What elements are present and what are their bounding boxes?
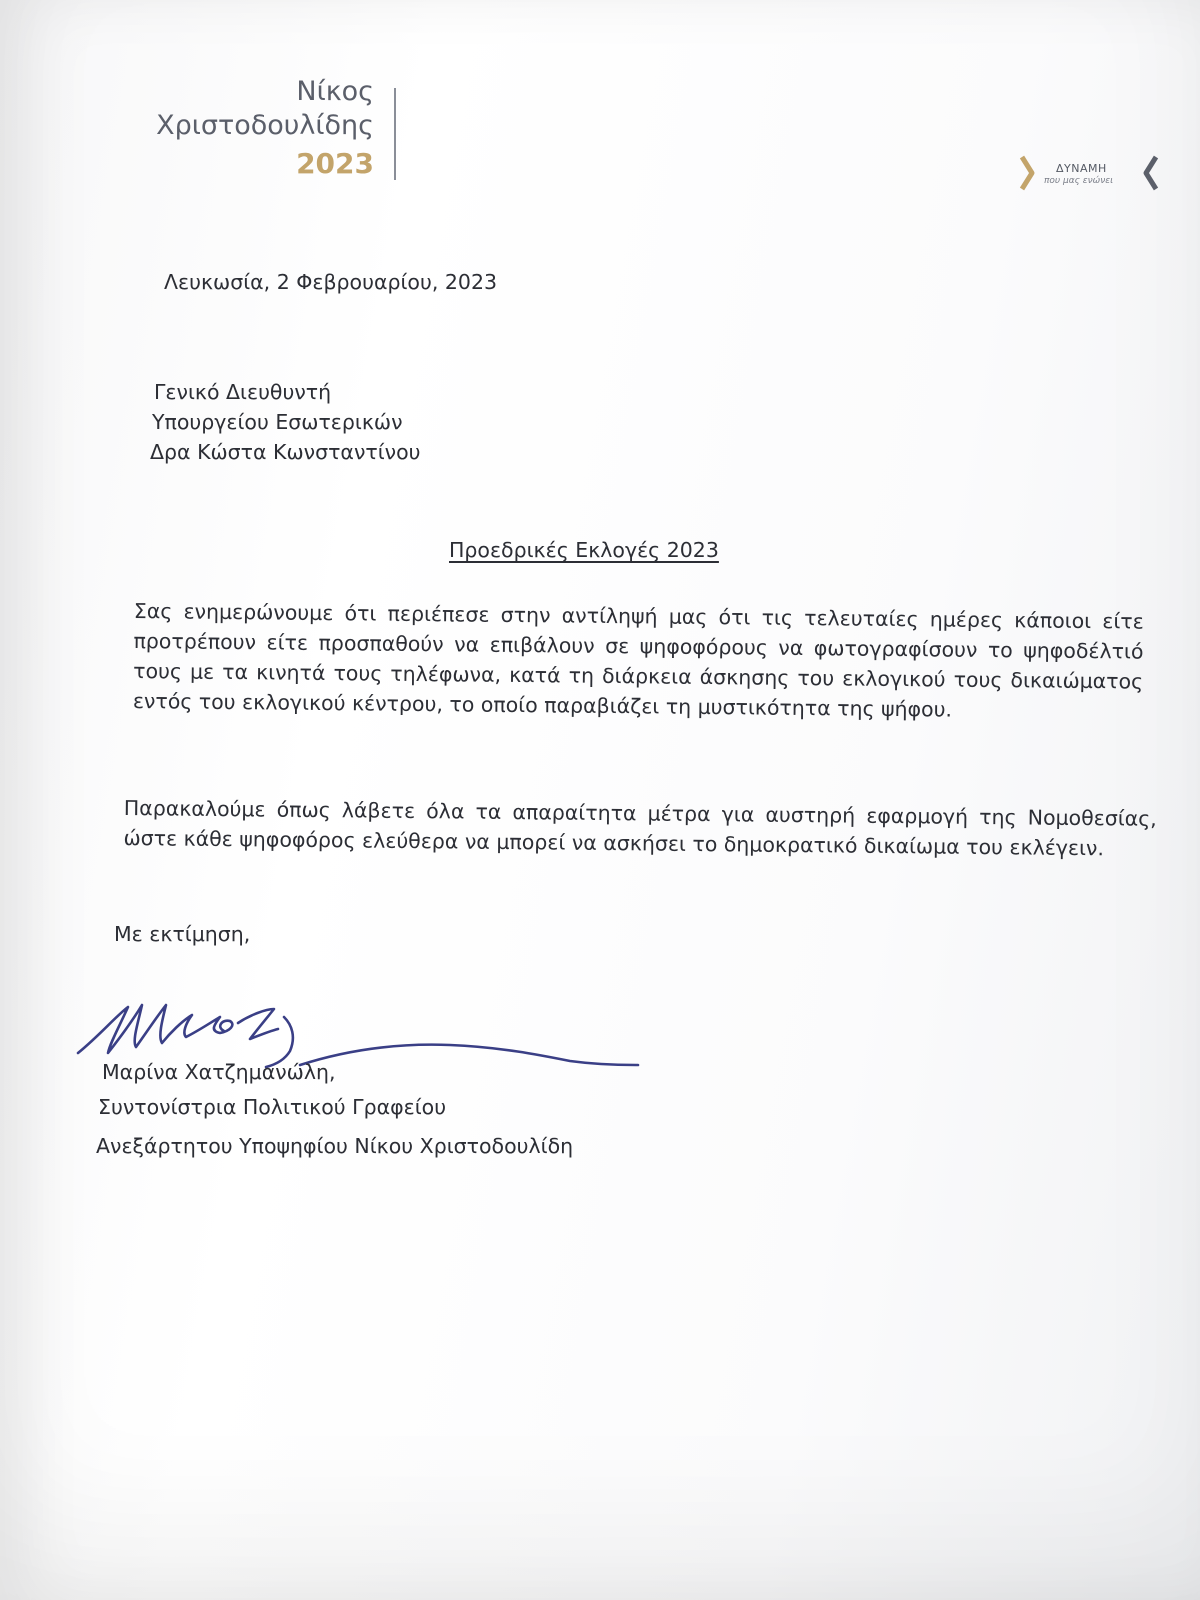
signatory-name: Μαρίνα Χατζημανώλη, [102, 1060, 336, 1084]
signatory-title: Συντονίστρια Πολιτικού Γραφείου [98, 1095, 447, 1119]
slogan-title: ΔΥΝΑΜΗ [1056, 162, 1107, 175]
slogan-subtitle: που μας ενώνει [1044, 176, 1114, 186]
slogan-logo [1018, 152, 1168, 196]
recipient-line: Δρα Κώστα Κωνσταντίνου [150, 440, 421, 464]
logo-name-first: Νίκος [296, 76, 374, 107]
logo-divider [394, 88, 396, 180]
body-paragraph: Σας ενημερώνουμε ότι περιέπεσε στην αντίληψή μας ότι τις τελευταίες ημέρες κάποιοι είτε προτρέπουν είτε προσπαθούν να επιβάλουν σε ψηφοφόρους να φωτογραφίσουν το ψηφοδέλτιό τους με τα κινητά τους τηλέφωνα, κατά τη διάρκεια άσκησης του εκλογικού τους δικαιώματος εντός του εκλογικού κέντρου, το οποίο παραβιάζει τη μυστικότητα της ψήφου. [132, 598, 1144, 722]
logo-name-last: Χριστοδουλίδης [156, 110, 374, 141]
signatory-affiliation: Ανεξάρτητου Υποψηφίου Νίκου Χριστοδουλίδη [96, 1134, 574, 1158]
letter-date: Λευκωσία, 2 Φεβρουαρίου, 2023 [164, 270, 498, 294]
logo-year: 2023 [296, 147, 374, 180]
recipient-line: Γενικό Διευθυντή [154, 380, 332, 404]
letter-subject: Προεδρικές Εκλογές 2023 [449, 538, 719, 562]
body-paragraph: Παρακαλούμε όπως λάβετε όλα τα απαραίτητα μέτρα για αυστηρή εφαρμογή της Νομοθεσίας, ώστε κάθε ψηφοφόρος ελεύθερα να μπορεί να ασκήσει το δημοκρατικό δικαίωμα του εκλέγειν. [123, 795, 1157, 861]
letter-closing: Με εκτίμηση, [114, 922, 251, 946]
recipient-line: Υπουργείου Εσωτερικών [152, 410, 403, 434]
